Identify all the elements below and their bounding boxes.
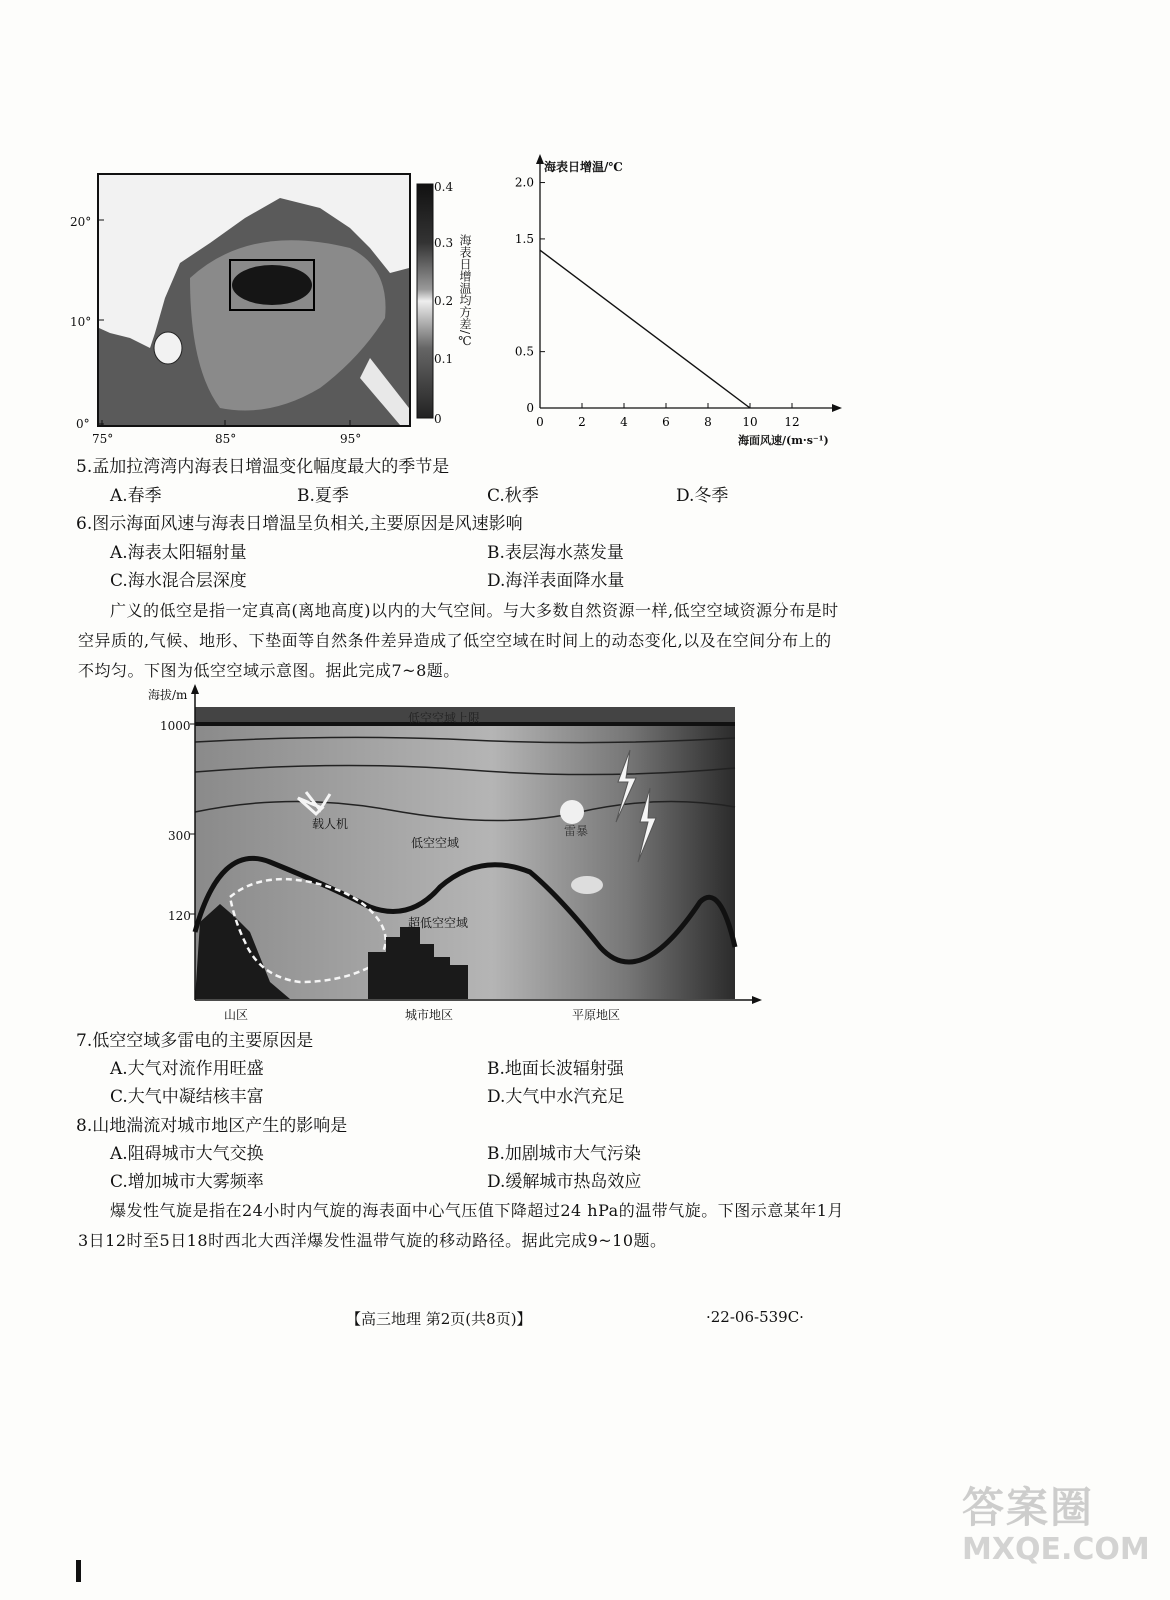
lon-label: 95° [340, 432, 362, 446]
x-tick-label: 6 [662, 415, 670, 429]
x-tick-label: 8 [704, 415, 712, 429]
diagram-y-axis-arrow [191, 684, 199, 694]
sea-temperature-map [70, 168, 480, 446]
q5-stem: 5.孟加拉湾湾内海表日增温变化幅度最大的季节是 [76, 457, 450, 477]
q5-option-c: C.秋季 [487, 486, 539, 506]
colorbar-tick: 0.4 [434, 180, 454, 194]
scan-mark [76, 1560, 81, 1582]
q6-stem: 6.图示海面风速与海表日增温呈负相关,主要原因是风速影响 [76, 514, 523, 534]
q8-option-d: D.缓解城市热岛效应 [487, 1172, 642, 1192]
lon-label: 75° [92, 432, 114, 446]
x-axis-label: 海面风速/(m·s⁻¹) [738, 434, 829, 447]
q7-option-b: B.地面长波辐射强 [487, 1059, 624, 1079]
wind-temperature-chart [500, 150, 860, 450]
q7-option-c: C.大气中凝结核丰富 [110, 1087, 264, 1107]
x-tick-label: 10 [742, 415, 758, 429]
y-axis-label: 海表日增温/℃ [544, 160, 623, 174]
footer-code: ·22-06-539C· [706, 1308, 804, 1326]
manned-aircraft-label: 载人机 [312, 817, 349, 831]
top-limit-label: 低空空域上限 [408, 711, 481, 725]
q7-stem: 7.低空空域多雷电的主要原因是 [76, 1031, 314, 1051]
q8-stem: 8.山地湍流对城市地区产生的影响是 [76, 1116, 348, 1136]
y-tick-label: 0 [526, 401, 534, 415]
q8-option-a: A.阻碍城市大气交换 [110, 1144, 264, 1164]
footer-page-info: 【高三地理 第2页(共8页)】 [346, 1310, 532, 1328]
y-tick-label: 2.0 [514, 175, 534, 190]
passage-cyclone: 爆发性气旋是指在24小时内气旋的海表面中心气压值下降超过24 hPa的温带气旋。下图示意某年1月3日12时至5日18时西北大西洋爆发性温带气旋的移动路径。据此完成9~10题。 [78, 1201, 844, 1250]
lat-label: 10° [70, 315, 92, 329]
passage-low-airspace: 广义的低空是指一定真高(离地高度)以内的大气空间。与大多数自然资源一样,低空空域资源分布是时空异质的,气候、地形、下垫面等自然条件差异造成了低空空域在时间上的动态变化,以及在空间分布上的不均匀。下图为低空空域示意图。据此完成7~8题。 [78, 601, 839, 680]
x-tick-label: 12 [784, 415, 800, 429]
q5-option-a: A.春季 [110, 486, 162, 506]
q5-option-d: D.冬季 [676, 486, 729, 506]
x-tick-label: 2 [578, 415, 586, 429]
low-airspace-label: 低空空域 [411, 836, 460, 850]
diagram-y-tick: 1000 [160, 719, 191, 733]
x-label-mountain: 山区 [224, 1008, 249, 1022]
q6-option-a: A.海表太阳辐射量 [110, 543, 247, 563]
colorbar-label: 海表日增温均方差/℃ [458, 234, 472, 349]
x-axis-arrow [832, 404, 842, 412]
watermark-bottom: MXQE.COM [962, 1532, 1150, 1567]
low-airspace-diagram [140, 682, 770, 1027]
lon-label: 85° [215, 432, 237, 446]
ultra-low-airspace-label: 超低空空域 [408, 916, 469, 930]
watermark-top: 答案圈 [962, 1483, 1095, 1532]
q8-option-c: C.增加城市大雾频率 [110, 1172, 264, 1192]
series-line [540, 250, 750, 408]
diagram-y-axis-label: 海拔/m [148, 688, 188, 702]
q8-option-b: B.加剧城市大气污染 [487, 1144, 641, 1164]
colorbar-tick: 0.3 [434, 236, 454, 250]
thunderstorm-label: 雷暴 [564, 824, 589, 838]
x-label-city: 城市地区 [405, 1008, 454, 1022]
y-tick-label: 1.5 [514, 231, 534, 246]
watermark-logo [962, 1484, 1162, 1594]
lat-label: 0° [76, 417, 90, 431]
y-tick-label: 0.5 [514, 344, 534, 359]
x-label-plain: 平原地区 [572, 1008, 621, 1022]
q7-option-a: A.大气对流作用旺盛 [110, 1059, 264, 1079]
q7-option-d: D.大气中水汽充足 [487, 1087, 625, 1107]
colorbar-tick: 0.1 [434, 352, 454, 366]
diagram-y-tick: 120 [168, 909, 191, 923]
x-tick-label: 4 [620, 415, 628, 429]
x-tick-label: 0 [536, 415, 544, 429]
lat-label: 20° [70, 215, 92, 229]
colorbar-tick: 0.2 [434, 294, 454, 308]
diagram-x-axis-arrow [752, 996, 762, 1004]
diagram-y-tick: 300 [168, 829, 191, 843]
q5-option-b: B.夏季 [297, 486, 349, 506]
colorbar-tick: 0 [434, 412, 442, 426]
q6-option-b: B.表层海水蒸发量 [487, 543, 624, 563]
q6-option-d: D.海洋表面降水量 [487, 571, 625, 591]
y-axis-arrow [536, 154, 544, 164]
q6-option-c: C.海水混合层深度 [110, 571, 247, 591]
